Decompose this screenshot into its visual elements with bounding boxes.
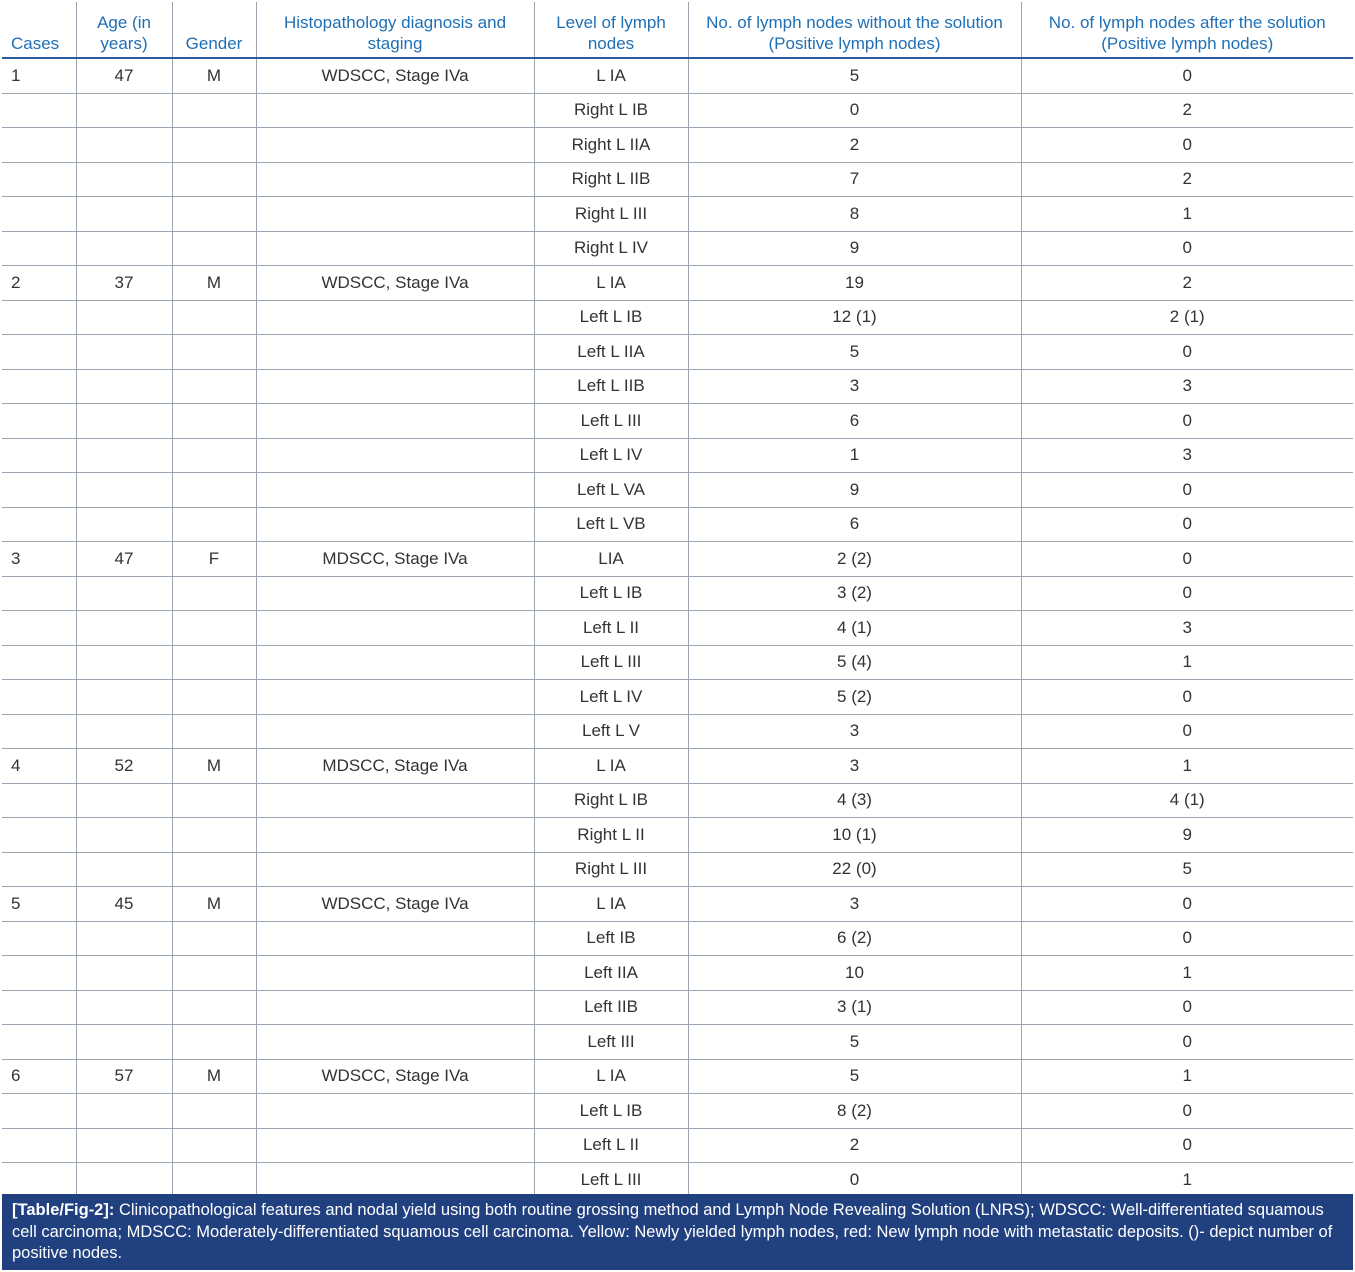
gender-cell: M (172, 266, 256, 301)
table-row (2, 887, 1353, 922)
level-cell: Left IIB (534, 990, 688, 1025)
after-solution-cell: 3 (1021, 438, 1353, 473)
age-cell (76, 680, 172, 715)
case-cell (2, 162, 76, 197)
level-cell: Right L IB (534, 783, 688, 818)
table-row (2, 852, 1353, 887)
level-cell: Left IB (534, 921, 688, 956)
case-cell (2, 645, 76, 680)
caption-text: Clinicopathological features and nodal yield using both routine grossing method and Lymph Node Revealing Solution (LNRS); WDSCC: Well-differentiated squamous cell carcinoma; MDSCC: Moderately-differentiated squamous cell carcinoma. Yellow: Newly yielded lymph nodes, red: New lymph node with metastatic deposits. ()- depict number of positive nodes. (12, 1201, 1333, 1262)
without-solution-cell: 3 (2) (688, 576, 1021, 611)
after-solution-cell: 2 (1021, 93, 1353, 128)
level-cell: Left L VA (534, 473, 688, 508)
gender-cell (172, 680, 256, 715)
case-cell (2, 990, 76, 1025)
table-row (2, 369, 1353, 404)
age-cell (76, 300, 172, 335)
case-cell (2, 714, 76, 749)
case-cell (2, 507, 76, 542)
level-cell: Left L IIA (534, 335, 688, 370)
table-row (2, 1025, 1353, 1060)
diagnosis-cell (256, 1025, 534, 1060)
diagnosis-cell (256, 1163, 534, 1198)
level-cell: Left L V (534, 714, 688, 749)
table-row (2, 1094, 1353, 1129)
gender-cell (172, 473, 256, 508)
without-solution-cell: 5 (688, 1059, 1021, 1094)
level-cell: Left L IV (534, 680, 688, 715)
case-cell (2, 197, 76, 232)
gender-cell (172, 714, 256, 749)
age-cell (76, 1163, 172, 1198)
after-solution-cell: 1 (1021, 1163, 1353, 1198)
table-row (2, 714, 1353, 749)
without-solution-cell: 0 (688, 1163, 1021, 1198)
age-cell (76, 1128, 172, 1163)
gender-cell (172, 1128, 256, 1163)
case-cell (2, 611, 76, 646)
age-cell: 47 (76, 58, 172, 93)
table-row (2, 507, 1353, 542)
table-row (2, 300, 1353, 335)
gender-cell: M (172, 58, 256, 93)
after-solution-cell: 1 (1021, 749, 1353, 784)
age-cell (76, 404, 172, 439)
without-solution-cell: 4 (1) (688, 611, 1021, 646)
age-cell (76, 197, 172, 232)
age-cell (76, 473, 172, 508)
table-row (2, 197, 1353, 232)
age-cell (76, 921, 172, 956)
table-row (2, 645, 1353, 680)
gender-cell (172, 990, 256, 1025)
after-solution-cell: 1 (1021, 645, 1353, 680)
caption-label: [Table/Fig-2]: (12, 1201, 115, 1219)
without-solution-cell: 6 (688, 507, 1021, 542)
diagnosis-cell (256, 576, 534, 611)
diagnosis-cell (256, 404, 534, 439)
level-cell: Left L IV (534, 438, 688, 473)
gender-cell (172, 404, 256, 439)
without-solution-cell: 9 (688, 231, 1021, 266)
case-cell: 3 (2, 542, 76, 577)
age-cell (76, 714, 172, 749)
table-row (2, 438, 1353, 473)
gender-cell (172, 128, 256, 163)
age-cell: 37 (76, 266, 172, 301)
level-cell: Right L IIA (534, 128, 688, 163)
case-cell (2, 921, 76, 956)
table-row (2, 1163, 1353, 1198)
age-cell (76, 1094, 172, 1129)
table-row (2, 1128, 1353, 1163)
after-solution-cell: 2 (1021, 266, 1353, 301)
diagnosis-cell (256, 1128, 534, 1163)
after-solution-cell: 2 (1) (1021, 300, 1353, 335)
column-header: No. of lymph nodes without the solution (Positive lymph nodes) (688, 2, 1021, 58)
gender-cell (172, 576, 256, 611)
after-solution-cell: 0 (1021, 921, 1353, 956)
after-solution-cell: 0 (1021, 231, 1353, 266)
diagnosis-cell (256, 852, 534, 887)
after-solution-cell: 1 (1021, 1059, 1353, 1094)
diagnosis-cell (256, 921, 534, 956)
without-solution-cell: 3 (688, 749, 1021, 784)
age-cell: 47 (76, 542, 172, 577)
after-solution-cell: 0 (1021, 473, 1353, 508)
without-solution-cell: 2 (688, 128, 1021, 163)
after-solution-cell: 2 (1021, 162, 1353, 197)
diagnosis-cell (256, 335, 534, 370)
diagnosis-cell (256, 128, 534, 163)
case-cell (2, 404, 76, 439)
after-solution-cell: 0 (1021, 887, 1353, 922)
after-solution-cell: 0 (1021, 576, 1353, 611)
gender-cell (172, 783, 256, 818)
column-header: Histopathology diagnosis and staging (256, 2, 534, 58)
table-row (2, 749, 1353, 784)
case-cell: 1 (2, 58, 76, 93)
column-header: Cases (2, 2, 76, 58)
gender-cell (172, 611, 256, 646)
case-cell (2, 473, 76, 508)
age-cell (76, 645, 172, 680)
gender-cell: M (172, 887, 256, 922)
table-row (2, 1059, 1353, 1094)
gender-cell (172, 162, 256, 197)
gender-cell (172, 335, 256, 370)
gender-cell: M (172, 1059, 256, 1094)
after-solution-cell: 9 (1021, 818, 1353, 853)
case-cell (2, 93, 76, 128)
table-row (2, 576, 1353, 611)
without-solution-cell: 22 (0) (688, 852, 1021, 887)
gender-cell (172, 300, 256, 335)
table-row (2, 956, 1353, 991)
table-row (2, 611, 1353, 646)
case-cell (2, 956, 76, 991)
diagnosis-cell (256, 507, 534, 542)
after-solution-cell: 0 (1021, 58, 1353, 93)
without-solution-cell: 7 (688, 162, 1021, 197)
gender-cell (172, 93, 256, 128)
level-cell: Right L II (534, 818, 688, 853)
after-solution-cell: 0 (1021, 507, 1353, 542)
after-solution-cell: 5 (1021, 852, 1353, 887)
after-solution-cell: 0 (1021, 1025, 1353, 1060)
after-solution-cell: 0 (1021, 335, 1353, 370)
after-solution-cell: 1 (1021, 197, 1353, 232)
diagnosis-cell (256, 611, 534, 646)
without-solution-cell: 5 (688, 335, 1021, 370)
gender-cell (172, 231, 256, 266)
without-solution-cell: 8 (2) (688, 1094, 1021, 1129)
without-solution-cell: 2 (2) (688, 542, 1021, 577)
case-cell (2, 1163, 76, 1198)
case-cell (2, 680, 76, 715)
table-caption (2, 1194, 1353, 1270)
data-table (2, 2, 1353, 1198)
level-cell: Left L IB (534, 576, 688, 611)
level-cell: L IA (534, 749, 688, 784)
header-row (2, 2, 1353, 58)
without-solution-cell: 1 (688, 438, 1021, 473)
case-cell: 6 (2, 1059, 76, 1094)
level-cell: Right L III (534, 852, 688, 887)
age-cell (76, 852, 172, 887)
age-cell (76, 162, 172, 197)
diagnosis-cell (256, 680, 534, 715)
level-cell: Left L III (534, 404, 688, 439)
column-header: No. of lymph nodes after the solution (Positive lymph nodes) (1021, 2, 1353, 58)
without-solution-cell: 9 (688, 473, 1021, 508)
table-row (2, 473, 1353, 508)
age-cell (76, 93, 172, 128)
diagnosis-cell (256, 369, 534, 404)
without-solution-cell: 5 (688, 1025, 1021, 1060)
age-cell (76, 611, 172, 646)
after-solution-cell: 4 (1) (1021, 783, 1353, 818)
without-solution-cell: 6 (2) (688, 921, 1021, 956)
without-solution-cell: 4 (3) (688, 783, 1021, 818)
column-header: Level of lymph nodes (534, 2, 688, 58)
level-cell: Left L IB (534, 1094, 688, 1129)
level-cell: Left L IB (534, 300, 688, 335)
case-cell: 5 (2, 887, 76, 922)
level-cell: Right L IIB (534, 162, 688, 197)
diagnosis-cell (256, 783, 534, 818)
table-body (2, 58, 1353, 1197)
age-cell (76, 1025, 172, 1060)
diagnosis-cell: WDSCC, Stage IVa (256, 266, 534, 301)
case-cell (2, 783, 76, 818)
after-solution-cell: 0 (1021, 1094, 1353, 1129)
without-solution-cell: 3 (1) (688, 990, 1021, 1025)
level-cell: Left III (534, 1025, 688, 1060)
gender-cell (172, 956, 256, 991)
after-solution-cell: 0 (1021, 1128, 1353, 1163)
level-cell: Left L II (534, 611, 688, 646)
age-cell (76, 783, 172, 818)
level-cell: Right L IV (534, 231, 688, 266)
case-cell (2, 852, 76, 887)
level-cell: Right L III (534, 197, 688, 232)
after-solution-cell: 0 (1021, 714, 1353, 749)
gender-cell (172, 921, 256, 956)
without-solution-cell: 8 (688, 197, 1021, 232)
without-solution-cell: 3 (688, 714, 1021, 749)
table-row (2, 93, 1353, 128)
after-solution-cell: 1 (1021, 956, 1353, 991)
case-cell (2, 438, 76, 473)
age-cell (76, 231, 172, 266)
table-row (2, 990, 1353, 1025)
table-row (2, 783, 1353, 818)
without-solution-cell: 6 (688, 404, 1021, 439)
after-solution-cell: 0 (1021, 404, 1353, 439)
after-solution-cell: 0 (1021, 680, 1353, 715)
case-cell (2, 128, 76, 163)
without-solution-cell: 0 (688, 93, 1021, 128)
case-cell (2, 818, 76, 853)
diagnosis-cell: WDSCC, Stage IVa (256, 887, 534, 922)
table-row (2, 404, 1353, 439)
level-cell: L IA (534, 266, 688, 301)
diagnosis-cell (256, 818, 534, 853)
diagnosis-cell (256, 438, 534, 473)
diagnosis-cell: WDSCC, Stage IVa (256, 58, 534, 93)
level-cell: L IA (534, 58, 688, 93)
case-cell: 4 (2, 749, 76, 784)
level-cell: Left L III (534, 645, 688, 680)
table-row (2, 266, 1353, 301)
without-solution-cell: 3 (688, 369, 1021, 404)
gender-cell (172, 645, 256, 680)
table-row (2, 231, 1353, 266)
table-row (2, 58, 1353, 93)
diagnosis-cell (256, 990, 534, 1025)
case-cell (2, 1094, 76, 1129)
gender-cell (172, 1094, 256, 1129)
level-cell: LIA (534, 542, 688, 577)
after-solution-cell: 3 (1021, 611, 1353, 646)
age-cell (76, 507, 172, 542)
diagnosis-cell: MDSCC, Stage IVa (256, 542, 534, 577)
diagnosis-cell (256, 473, 534, 508)
level-cell: Left L VB (534, 507, 688, 542)
table-header (2, 2, 1353, 58)
without-solution-cell: 5 (688, 58, 1021, 93)
without-solution-cell: 19 (688, 266, 1021, 301)
after-solution-cell: 3 (1021, 369, 1353, 404)
without-solution-cell: 5 (2) (688, 680, 1021, 715)
age-cell: 57 (76, 1059, 172, 1094)
level-cell: Left L IIB (534, 369, 688, 404)
without-solution-cell: 12 (1) (688, 300, 1021, 335)
gender-cell (172, 852, 256, 887)
without-solution-cell: 3 (688, 887, 1021, 922)
case-cell (2, 576, 76, 611)
gender-cell (172, 507, 256, 542)
age-cell (76, 369, 172, 404)
table-row (2, 542, 1353, 577)
case-cell (2, 335, 76, 370)
diagnosis-cell (256, 197, 534, 232)
gender-cell (172, 438, 256, 473)
after-solution-cell: 0 (1021, 990, 1353, 1025)
age-cell: 45 (76, 887, 172, 922)
without-solution-cell: 10 (688, 956, 1021, 991)
gender-cell (172, 369, 256, 404)
gender-cell (172, 1025, 256, 1060)
gender-cell (172, 197, 256, 232)
after-solution-cell: 0 (1021, 128, 1353, 163)
age-cell (76, 956, 172, 991)
age-cell (76, 128, 172, 163)
after-solution-cell: 0 (1021, 542, 1353, 577)
level-cell: L IA (534, 887, 688, 922)
case-cell: 2 (2, 266, 76, 301)
diagnosis-cell: MDSCC, Stage IVa (256, 749, 534, 784)
case-cell (2, 231, 76, 266)
case-cell (2, 1025, 76, 1060)
case-cell (2, 1128, 76, 1163)
diagnosis-cell (256, 714, 534, 749)
age-cell: 52 (76, 749, 172, 784)
gender-cell: M (172, 749, 256, 784)
level-cell: Right L IB (534, 93, 688, 128)
gender-cell: F (172, 542, 256, 577)
table-row (2, 680, 1353, 715)
table-row (2, 335, 1353, 370)
diagnosis-cell (256, 162, 534, 197)
table-row (2, 921, 1353, 956)
without-solution-cell: 10 (1) (688, 818, 1021, 853)
table-row (2, 162, 1353, 197)
age-cell (76, 818, 172, 853)
age-cell (76, 576, 172, 611)
level-cell: Left IIA (534, 956, 688, 991)
age-cell (76, 335, 172, 370)
diagnosis-cell (256, 231, 534, 266)
diagnosis-cell (256, 645, 534, 680)
table-row (2, 818, 1353, 853)
diagnosis-cell (256, 1094, 534, 1129)
diagnosis-cell (256, 300, 534, 335)
gender-cell (172, 818, 256, 853)
case-cell (2, 369, 76, 404)
level-cell: Left L II (534, 1128, 688, 1163)
column-header: Age (in years) (76, 2, 172, 58)
level-cell: Left L III (534, 1163, 688, 1198)
age-cell (76, 990, 172, 1025)
age-cell (76, 438, 172, 473)
diagnosis-cell (256, 956, 534, 991)
case-cell (2, 300, 76, 335)
diagnosis-cell (256, 93, 534, 128)
level-cell: L IA (534, 1059, 688, 1094)
gender-cell (172, 1163, 256, 1198)
column-header: Gender (172, 2, 256, 58)
without-solution-cell: 2 (688, 1128, 1021, 1163)
table-row (2, 128, 1353, 163)
diagnosis-cell: WDSCC, Stage IVa (256, 1059, 534, 1094)
without-solution-cell: 5 (4) (688, 645, 1021, 680)
